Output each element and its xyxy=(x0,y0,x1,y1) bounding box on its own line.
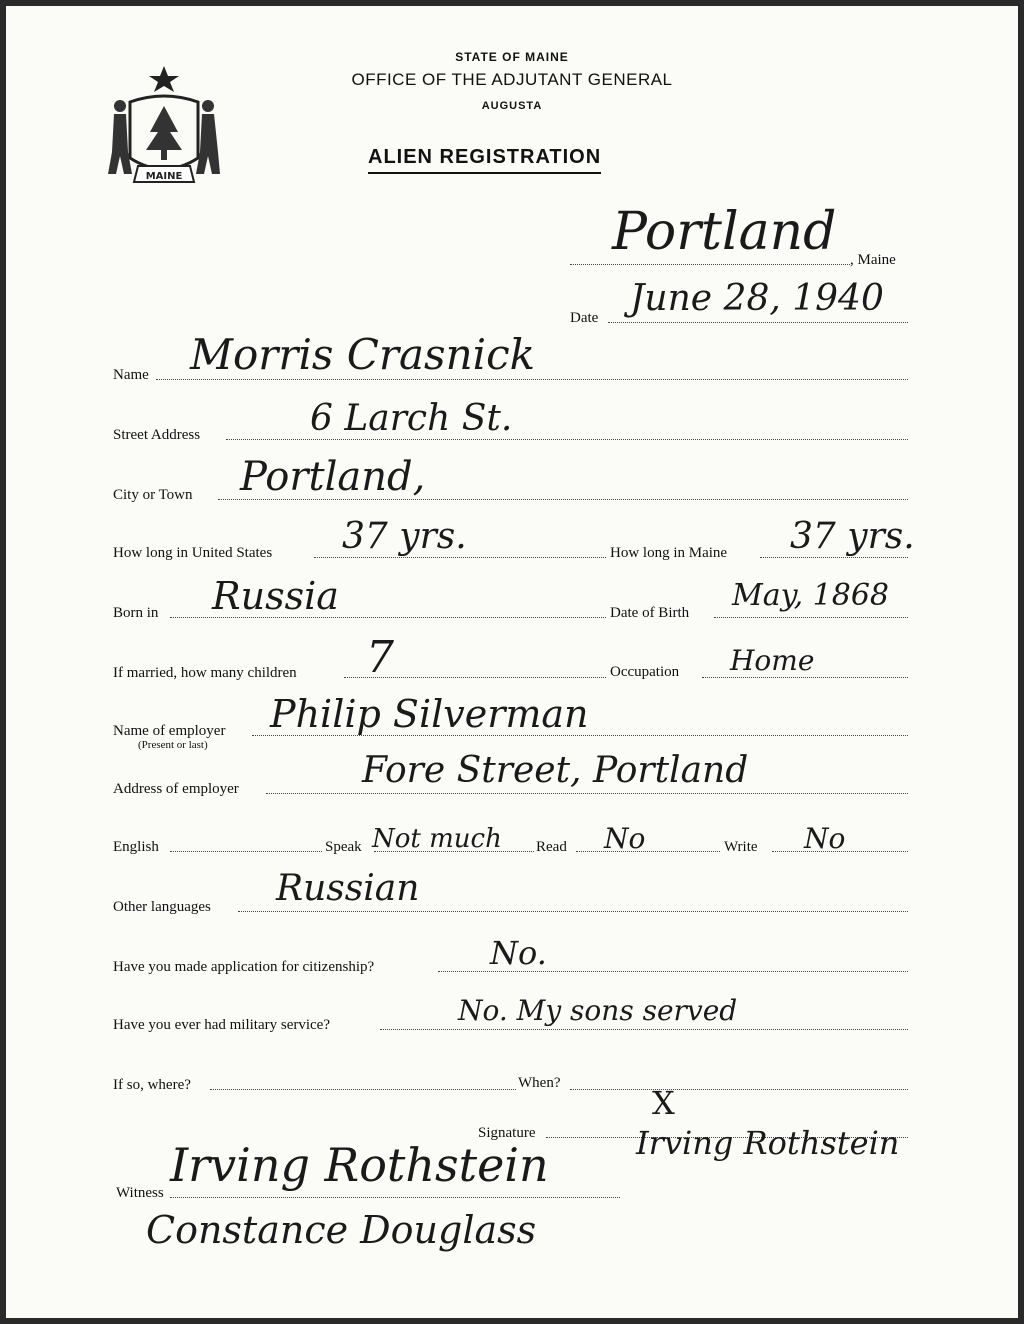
maine-label: , Maine xyxy=(850,252,896,268)
date-value: June 28, 1940 xyxy=(630,278,884,319)
signature-label: Signature xyxy=(478,1125,536,1141)
citizenship-label: Have you made application for citizenship? xyxy=(113,959,375,975)
occupation-line xyxy=(702,677,908,678)
employer-address-value: Fore Street, Portland xyxy=(362,750,749,791)
military-line xyxy=(380,1029,908,1030)
write-value: No xyxy=(804,822,846,855)
write-label: Write xyxy=(724,839,758,855)
name-line xyxy=(156,379,908,380)
street-value: 6 Larch St. xyxy=(310,398,513,439)
witness-label: Witness xyxy=(116,1185,164,1201)
how-long-us-value: 37 yrs. xyxy=(342,516,467,557)
header-office: OFFICE OF THE ADJUTANT GENERAL xyxy=(351,70,673,89)
employer-address-line xyxy=(266,793,908,794)
witness-line xyxy=(170,1197,620,1198)
form-page xyxy=(6,6,1018,1318)
witness-1-value: Irving Rothstein xyxy=(170,1138,549,1192)
header-state: STATE OF MAINE xyxy=(455,50,569,64)
how-long-maine-line xyxy=(760,557,908,558)
read-line xyxy=(576,851,720,852)
date-label: Date xyxy=(570,310,599,326)
occupation-value: Home xyxy=(730,644,815,677)
read-label: Read xyxy=(536,839,567,855)
date-of-birth-line xyxy=(714,617,908,618)
name-value: Morris Crasnick xyxy=(190,330,536,379)
children-label: If married, how many children xyxy=(113,665,297,681)
where-line xyxy=(210,1089,516,1090)
speak-label: Speak xyxy=(325,839,362,855)
when-line xyxy=(570,1089,908,1090)
street-label: Street Address xyxy=(113,427,201,443)
children-value: 7 xyxy=(366,632,394,683)
street-line xyxy=(226,439,908,440)
date-of-birth-label: Date of Birth xyxy=(610,605,690,621)
witness-2-value: Constance Douglass xyxy=(146,1208,537,1252)
occupation-label: Occupation xyxy=(610,664,680,680)
other-languages-value: Russian xyxy=(276,868,420,909)
date-of-birth-value: May, 1868 xyxy=(732,578,889,613)
born-in-label: Born in xyxy=(113,605,159,621)
military-value: No. My sons served xyxy=(458,994,738,1027)
name-label: Name xyxy=(113,367,149,383)
signature-value: Irving Rothstein xyxy=(636,1124,900,1162)
signature-mark: X xyxy=(652,1084,675,1122)
svg-text:MAINE: MAINE xyxy=(145,171,183,182)
where-label: If so, where? xyxy=(113,1077,191,1093)
employer-note: (Present or last) xyxy=(138,739,208,751)
city-label: City or Town xyxy=(113,487,193,503)
employer-label: Name of employer xyxy=(113,723,226,739)
place-value: Portland xyxy=(612,202,837,262)
english-line xyxy=(170,851,322,852)
speak-value: Not much xyxy=(372,824,502,854)
citizenship-value: No. xyxy=(490,934,547,972)
city-value: Portland, xyxy=(240,454,426,500)
date-line xyxy=(608,322,908,323)
how-long-us-line xyxy=(314,557,606,558)
when-label: When? xyxy=(518,1075,561,1091)
form-title: ALIEN REGISTRATION xyxy=(368,146,601,174)
employer-value: Philip Silverman xyxy=(270,692,589,736)
other-languages-line xyxy=(238,911,908,912)
employer-address-label: Address of employer xyxy=(113,781,239,797)
how-long-maine-value: 37 yrs. xyxy=(790,516,915,557)
other-languages-label: Other languages xyxy=(113,899,211,915)
born-in-value: Russia xyxy=(212,574,339,618)
how-long-maine-label: How long in Maine xyxy=(610,545,728,561)
place-line xyxy=(570,264,850,265)
english-label: English xyxy=(113,839,159,855)
military-label: Have you ever had military service? xyxy=(113,1017,330,1033)
header-city: AUGUSTA xyxy=(481,100,543,112)
read-value: No xyxy=(604,822,646,855)
how-long-us-label: How long in United States xyxy=(113,545,273,561)
